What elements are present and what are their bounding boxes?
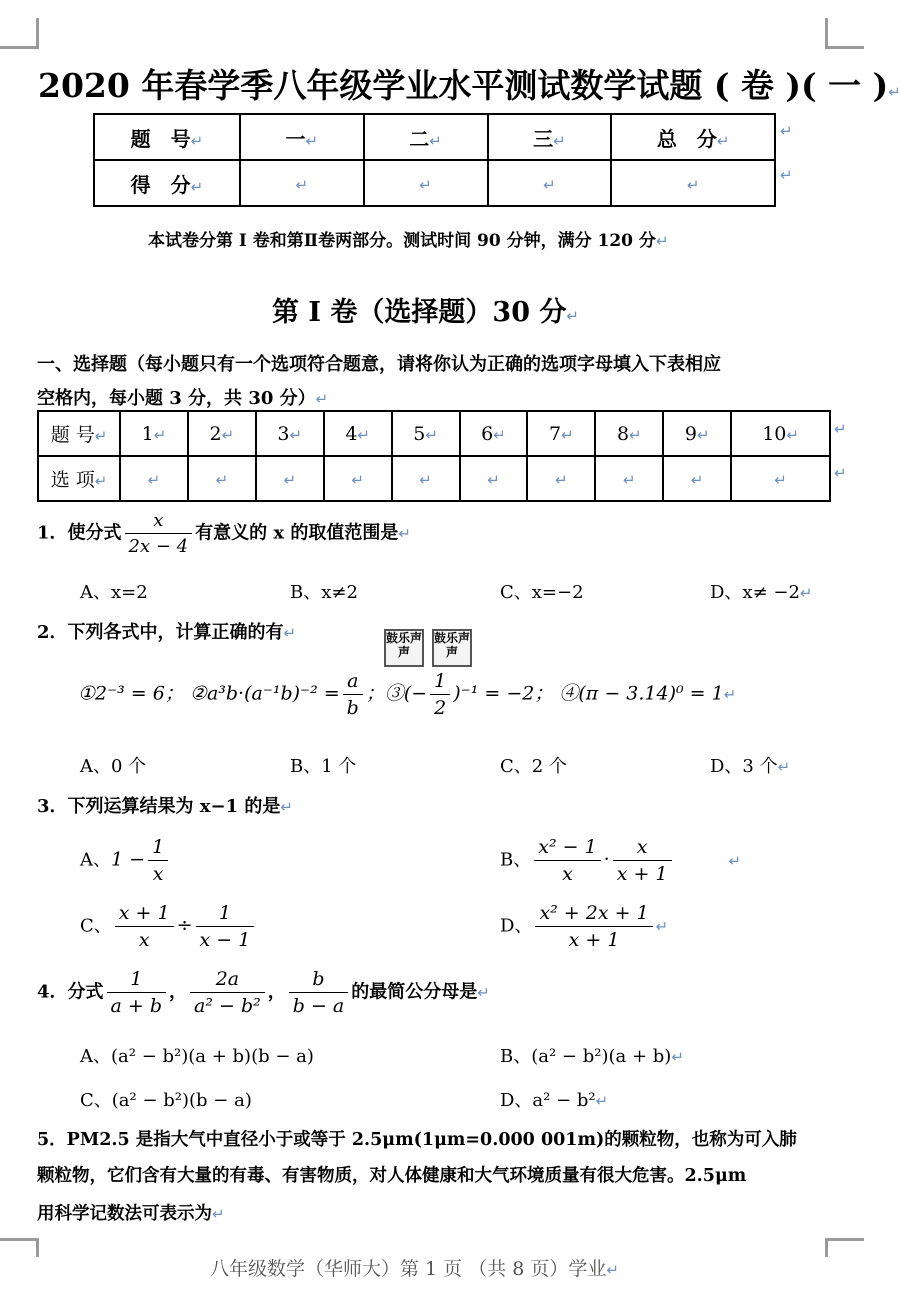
score-row-label: 得 分↵ (94, 160, 240, 206)
score-cell[interactable]: ↵ (611, 160, 775, 206)
answer-number: 2↵ (188, 411, 256, 456)
score-header-cell: 一↵ (240, 114, 364, 160)
exam-note: 本试卷分第 I 卷和第Ⅱ卷两部分。测试时间 90 分钟，满分 120 分↵ (148, 231, 669, 251)
answer-cell[interactable]: ↵ (527, 456, 595, 501)
q4-option-d[interactable]: D、a² − b²↵ (500, 1090, 609, 1111)
q4-option-a[interactable]: A、(a² − b²)(a + b)(b − a) (80, 1046, 314, 1067)
answer-row-label: 选 项↵ (38, 456, 120, 501)
answer-cell[interactable]: ↵ (460, 456, 528, 501)
corner-mark-bottom-left (0, 1238, 39, 1257)
answer-cell[interactable]: ↵ (324, 456, 392, 501)
answer-cell[interactable]: ↵ (188, 456, 256, 501)
question-5-line-3: 用科学记数法可表示为↵ (37, 1204, 225, 1224)
q2-option-d[interactable]: D、3 个↵ (710, 756, 791, 777)
q2-option-a[interactable]: A、0 个 (80, 756, 147, 777)
q2-option-c[interactable]: C、2 个 (500, 756, 567, 777)
q1-fraction: $\frac{x}{2x - 4}$ (125, 510, 193, 557)
return-mark: ↵ (888, 83, 901, 101)
answer-number: 8↵ (595, 411, 663, 456)
return-mark: ↵ (834, 464, 847, 482)
page-title: 2020 年春学季八年级学业水平测试数学试题 ( 卷 )( 一 )↵ (38, 66, 901, 105)
answer-number: 6↵ (460, 411, 528, 456)
score-cell[interactable]: ↵ (488, 160, 612, 206)
answer-number: 1↵ (120, 411, 188, 456)
watermark-badge: 鼓乐声声 (384, 629, 424, 667)
question-3: 3．下列运算结果为 x−1 的是↵ (37, 796, 293, 817)
q2-option-b[interactable]: B、1 个 (290, 756, 357, 777)
corner-mark-top-left (0, 18, 39, 49)
score-header-row (94, 114, 775, 160)
return-mark: ↵ (780, 166, 793, 184)
q3-option-d[interactable]: D、 $\frac{\text{x² + 2x + 1}}{x + 1}$ ↵ (500, 902, 669, 951)
q1-option-d[interactable]: D、x≠ −2↵ (710, 582, 813, 603)
answer-number: 3↵ (256, 411, 324, 456)
q1-option-b[interactable]: B、x≠2 (290, 582, 358, 603)
return-mark: ↵ (780, 122, 793, 140)
page-footer: 八年级数学（华师大）第 1 页 （共 8 页）学业↵ (210, 1258, 619, 1280)
corner-mark-top-right (825, 18, 864, 49)
answer-choice-row (38, 456, 830, 501)
score-cell[interactable]: ↵ (240, 160, 364, 206)
answer-cell[interactable]: ↵ (120, 456, 188, 501)
section-title: 第 I 卷（选择题）30 分↵ (272, 297, 579, 328)
q3-option-a[interactable]: A、1 − $\frac{1}{x}$ (80, 836, 171, 885)
answer-cell[interactable]: ↵ (731, 456, 830, 501)
question-4: 4．分式 $\frac{1}{a + b}$ ， $\frac{2a}{\text{a² − b²}}$ ， $\frac{b}{b - a}$ 的最简公分母是↵ (37, 968, 490, 1017)
q1-option-c[interactable]: C、x=−2 (500, 582, 584, 603)
score-header-cell: 总 分↵ (611, 114, 775, 160)
watermark-badge: 鼓乐声声 (432, 629, 472, 667)
answer-cell[interactable]: ↵ (595, 456, 663, 501)
answer-cell[interactable]: ↵ (256, 456, 324, 501)
q3-option-b[interactable]: B、 $\frac{\text{x² − 1}}{x}$ · $\frac{x}{x + 1}$ ↵ (500, 836, 742, 885)
return-mark: ↵ (834, 420, 847, 438)
question-2: 2．下列各式中，计算正确的有↵ (37, 622, 297, 643)
answer-number: 5↵ (392, 411, 460, 456)
answer-table (37, 410, 831, 502)
score-table (93, 113, 776, 207)
answer-cell[interactable]: ↵ (663, 456, 731, 501)
answer-cell[interactable]: ↵ (392, 456, 460, 501)
answer-number: 7↵ (527, 411, 595, 456)
question-5-line-2: 颗粒物，它们含有大量的有毒、有害物质，对人体健康和大气环境质量有很大危害。2.5μm (37, 1166, 747, 1186)
answer-row-label: 题 号↵ (38, 411, 120, 456)
score-header-cell: 二↵ (364, 114, 488, 160)
answer-number: 10↵ (731, 411, 830, 456)
corner-mark-bottom-right (825, 1238, 864, 1257)
instruction-line-2: 空格内，每小题 3 分，共 30 分）↵ (37, 388, 329, 409)
score-cell[interactable]: ↵ (364, 160, 488, 206)
score-header-cell: 题 号↵ (94, 114, 240, 160)
answer-number: 4↵ (324, 411, 392, 456)
q4-option-c[interactable]: C、(a² − b²)(b − a) (80, 1090, 252, 1111)
question-5-line-1: 5．PM2.5 是指大气中直径小于或等于 2.5μm(1μm=0.000 001m)的颗粒物，也称为可入肺 (37, 1130, 797, 1150)
score-header-cell: 三↵ (488, 114, 612, 160)
answer-number-row (38, 411, 830, 456)
question-1: 1．使分式 $\frac{x}{2x - 4}$ 有意义的 x 的取值范围是↵ (37, 510, 411, 557)
answer-number: 9↵ (663, 411, 731, 456)
q3-option-c[interactable]: C、 $\frac{x + 1}{x}$ ÷ $\frac{1}{x - 1}$ (80, 902, 257, 951)
q4-option-b[interactable]: B、(a² − b²)(a + b)↵ (500, 1046, 684, 1067)
score-value-row (94, 160, 775, 206)
q2-expressions: ①2⁻³ = 6； ②a³b·(a⁻¹b)⁻² = $\frac{a}{b}$ ；③(− $\frac{1}{2}$ )⁻¹ = −2； ④(π − 3.14)⁰ = 1↵ (78, 670, 737, 719)
instruction-line-1: 一、选择题（每小题只有一个选项符合题意，请将你认为正确的选项字母填入下表相应 (37, 354, 721, 375)
q1-option-a[interactable]: A、x=2 (80, 582, 148, 603)
